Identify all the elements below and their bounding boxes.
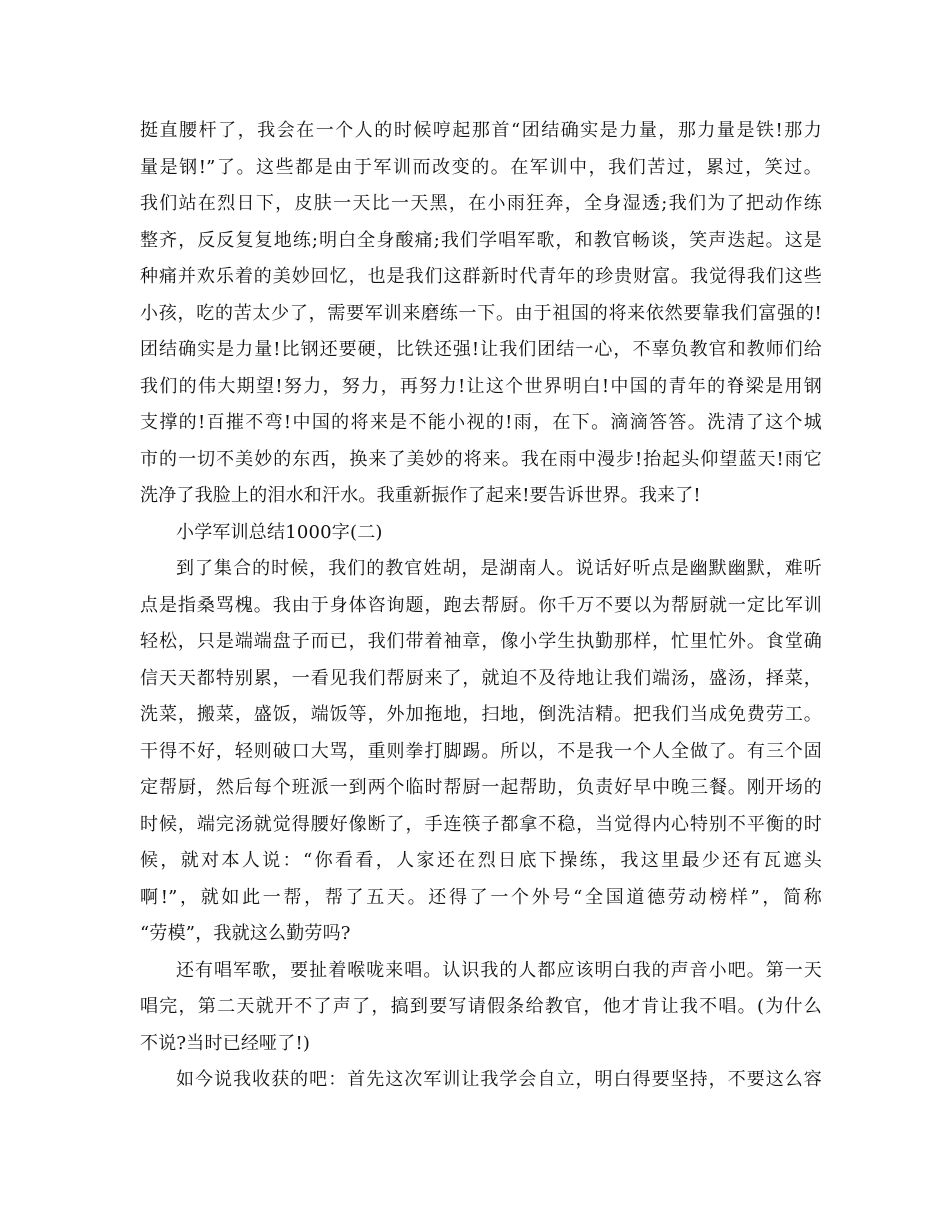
text-line: 种痛并欢乐着的美妙回忆，也是我们这群新时代青年的珍贵财富。我觉得我们这些 <box>140 266 822 287</box>
paragraph-4 <box>140 1062 822 1099</box>
text-line: 不说?当时已经哑了!) <box>140 1032 311 1054</box>
text-line: 候，就对本人说：“你看看，人家还在烈日底下操练，我这里最少还有瓦遮头 <box>140 850 822 871</box>
text-line: “劳模”，我就这么勤劳吗? <box>140 923 351 944</box>
text-line: 我们的伟大期望!努力，努力，再努力!让这个世界明白!中国的青年的脊梁是用钢 <box>140 375 822 397</box>
text-line: 唱完，第二天就开不了声了，搞到要写请假条给教官，他才肯让我不唱。(为什么 <box>140 996 822 1017</box>
text-line: 小孩，吃的苦太少了，需要军训来磨练一下。由于祖国的将来依然要靠我们富强的! <box>140 302 822 324</box>
text-line: 如今说我收获的吧：首先这次军训让我学会自立，明白得要坚持，不要这么容 <box>176 1069 822 1090</box>
text-line: 还有唱军歌，要扯着喉咙来唱。认识我的人都应该明白我的声音小吧。第一天 <box>176 959 822 981</box>
text-line: 点是指桑骂槐。我由于身体咨询题，跑去帮厨。你千万不要以为帮厨就一定比军训 <box>140 594 822 616</box>
paragraph-2 <box>140 551 822 953</box>
text-line: 整齐，反反复复地练;明白全身酸痛;我们学唱军歌，和教官畅谈，笑声迭起。这是 <box>140 229 822 251</box>
text-line: 啊!”，就如此一帮，帮了五天。还得了一个外号“全国道德劳动榜样”，简称 <box>140 886 822 908</box>
text-line: 市的一切不美妙的东西，换来了美妙的将来。我在雨中漫步!抬起头仰望蓝天!雨它 <box>140 448 822 470</box>
text-line: 到了集合的时候，我们的教官姓胡，是湖南人。说话好听点是幽默幽默，难听 <box>176 558 822 579</box>
text-line: 洗净了我脸上的泪水和汗水。我重新振作了起来!要告诉世界。我来了! <box>140 485 701 506</box>
text-line: 挺直腰杆了，我会在一个人的时候哼起那首“团结确实是力量，那力量是铁!那力 <box>140 120 822 141</box>
document-body <box>140 113 822 1099</box>
text-line: 定帮厨，然后每个班派一到两个临时帮厨一起帮助，负责好早中晚三餐。刚开场的 <box>140 777 822 798</box>
text-line: 时候，端完汤就觉得腰好像断了，手连筷子都拿不稳，当觉得内心特别不平衡的时 <box>140 813 822 835</box>
text-line: 量是钢!”了。这些都是由于军训而改变的。在军训中，我们苦过，累过，笑过。 <box>140 156 822 178</box>
paragraph-3 <box>140 953 822 1063</box>
section-title: 小学军训总结1000字(二) <box>176 521 383 543</box>
text-line: 轻松，只是端端盘子而已，我们带着袖章，像小学生执勤那样，忙里忙外。食堂确 <box>140 631 822 652</box>
text-line: 团结确实是力量!比钢还要硬，比铁还强!让我们团结一心，不辜负教官和教师们给 <box>140 339 822 360</box>
section-heading <box>140 515 822 552</box>
text-line: 信天天都特别累，一看见我们帮厨来了，就迫不及待地让我们端汤，盛汤，择菜， <box>140 667 822 689</box>
text-line: 洗菜，搬菜，盛饭，端饭等，外加拖地，扫地，倒洗洁精。把我们当成免费劳工。 <box>140 704 822 725</box>
paragraph-1 <box>140 113 822 515</box>
text-line: 我们站在烈日下，皮肤一天比一天黑，在小雨狂奔，全身湿透;我们为了把动作练 <box>140 193 822 214</box>
text-line: 干得不好，轻则破口大骂，重则拳打脚踢。所以，不是我一个人全做了。有三个固 <box>140 740 822 762</box>
text-line: 支撑的!百摧不弯!中国的将来是不能小视的!雨，在下。滴滴答答。洗清了这个城 <box>140 412 822 433</box>
